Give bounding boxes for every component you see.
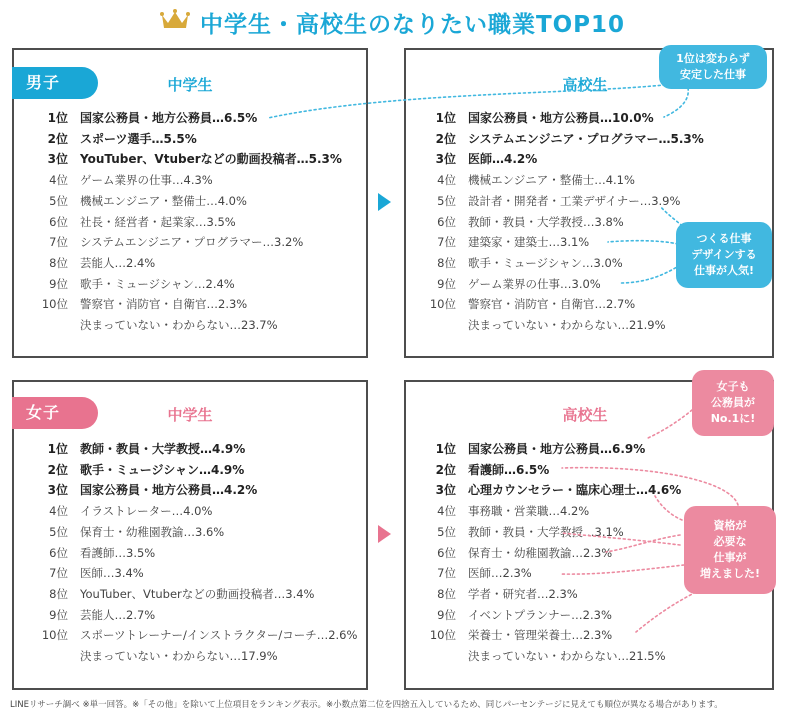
occupation-text: 医師…2.3% [468, 566, 532, 581]
rank-label: 1位 [47, 442, 68, 456]
occupation-text: 医師…3.4% [80, 566, 144, 581]
rank-label: 7位 [49, 235, 68, 250]
rank-label: 3位 [435, 152, 456, 167]
rank-label: 5位 [437, 524, 456, 539]
rank-label: 9位 [437, 276, 456, 291]
occupation-text: 決まっていない・わからない…23.7% [80, 318, 278, 332]
girls-callout-line-3 [655, 496, 682, 520]
occupation-text: 国家公務員・地方公務員…6.5% [80, 111, 258, 125]
rank-label: 2位 [47, 131, 68, 146]
occupation-text: 決まっていない・わからない…17.9% [80, 649, 278, 663]
occupation-text: スポーツ選手…5.5% [80, 131, 197, 146]
girls-callout-line-7 [636, 590, 700, 632]
girls-callout-line-5 [562, 533, 680, 545]
rank-label: 6位 [437, 545, 456, 560]
rank-label: 7位 [49, 566, 68, 581]
footer-note: LINEリサーチ調べ ※単一回答。※「その他」を除いて上位項目をランキング表示。※小数点第二位を四捨五入しているため、同じパーセンテージに見えても順位が異なる場合があります。 [10, 700, 723, 710]
girls-bubble-1: 女子も 公務員が No.1に! [692, 370, 774, 436]
occupation-text: 国家公務員・地方公務員…6.9% [468, 442, 646, 456]
rank-label: 10位 [41, 297, 68, 312]
girls-bubble-2: 資格が 必要な 仕事が 増えました! [684, 506, 776, 594]
rank-label: 4位 [49, 504, 68, 519]
rank-label: 5位 [49, 193, 68, 208]
girls-callout-line-1 [648, 410, 692, 438]
occupation-text: 教師・教員・大学教授…3.1% [468, 524, 624, 539]
occupation-text: システムエンジニア・プログラマー…3.2% [80, 235, 304, 250]
boys-callout-line-5 [620, 265, 680, 283]
occupation-text: 国家公務員・地方公務員…10.0% [468, 111, 654, 125]
rank-label: 9位 [437, 607, 456, 622]
occupation-text: ゲーム業界の仕事…3.0% [468, 276, 601, 291]
occupation-text: 教師・教員・大学教授…4.9% [80, 442, 246, 456]
rank-label: 6位 [49, 545, 68, 560]
occupation-text: 事務職・営業職…4.2% [468, 504, 590, 519]
occupation-text: 歌手・ミュージシャン…4.9% [80, 462, 245, 477]
rank-label: 1位 [435, 442, 456, 456]
occupation-text: YouTuber、Vtuberなどの動画投稿者…3.4% [80, 586, 315, 601]
occupation-text: 警察官・消防官・自衛官…2.7% [468, 297, 636, 312]
rank-label: 3位 [435, 483, 456, 498]
occupation-text: 保育士・幼稚園教諭…2.3% [468, 545, 613, 560]
rank-label: 1位 [47, 111, 68, 125]
girls-high-heading: 高校生 [562, 406, 608, 424]
rank-label: 5位 [437, 193, 456, 208]
occupation-text: 決まっていない・わからない…21.9% [468, 318, 666, 332]
rank-label: 10位 [41, 628, 68, 643]
boys-middle-heading: 中学生 [167, 76, 213, 94]
rank-label: 8位 [437, 586, 456, 601]
boys-tag: 男子 [12, 67, 98, 99]
title-text: 中学生・高校生のなりたい職業TOP10 [199, 12, 626, 38]
occupation-text: 決まっていない・わからない…21.5% [468, 649, 666, 663]
rank-label: 3位 [47, 152, 68, 167]
boys-callout-line-2 [664, 88, 688, 117]
occupation-text: 栄養士・管理栄養士…2.3% [468, 628, 613, 643]
rank-label: 7位 [437, 235, 456, 250]
occupation-text: 教師・教員・大学教授…3.8% [468, 214, 624, 229]
occupation-text: 歌手・ミュージシャン…2.4% [80, 276, 235, 291]
occupation-text: 社長・経営者・起業家…3.5% [80, 214, 236, 229]
rank-label: 2位 [435, 462, 456, 477]
occupation-text: 歌手・ミュージシャン…3.0% [468, 255, 623, 270]
occupation-text: 警察官・消防官・自衛官…2.3% [80, 297, 248, 312]
occupation-text: 医師…4.2% [468, 152, 538, 167]
rank-label: 5位 [49, 524, 68, 539]
boys-callout-line-1 [268, 82, 690, 118]
rank-label: 7位 [437, 566, 456, 581]
boys-bubble-1: 1位は変わらず 安定した仕事 [659, 45, 767, 89]
occupation-text: 設計者・開発者・工業デザイナー…3.9% [468, 193, 681, 208]
rank-label: 2位 [435, 131, 456, 146]
rank-label: 9位 [49, 607, 68, 622]
occupation-text: イベントプランナー…2.3% [468, 607, 612, 622]
occupation-text: YouTuber、Vtuberなどの動画投稿者…5.3% [80, 152, 342, 167]
rank-label: 8位 [49, 255, 68, 270]
occupation-text: ゲーム業界の仕事…4.3% [80, 173, 213, 188]
rank-label: 9位 [49, 276, 68, 291]
boys-high-heading: 高校生 [562, 76, 608, 94]
rank-label: 6位 [49, 214, 68, 229]
girls-middle-heading: 中学生 [167, 406, 213, 424]
rank-label: 2位 [47, 462, 68, 477]
rank-label: 6位 [437, 214, 456, 229]
occupation-text: システムエンジニア・プログラマー…5.3% [468, 131, 704, 146]
occupation-text: 看護師…6.5% [468, 462, 550, 477]
occupation-text: 保育士・幼稚園教諭…3.6% [80, 524, 225, 539]
boys-bubble-2: つくる仕事 デザインする 仕事が人気! [676, 222, 772, 288]
occupation-text: イラストレーター…4.0% [80, 504, 213, 519]
occupation-text: 看護師…3.5% [80, 545, 156, 560]
occupation-text: 機械エンジニア・整備士…4.0% [80, 193, 247, 208]
rank-label: 4位 [437, 504, 456, 519]
girls-tag: 女子 [12, 397, 98, 429]
occupation-text: 芸能人…2.4% [80, 255, 156, 270]
rank-label: 3位 [47, 483, 68, 498]
rank-label: 10位 [429, 297, 456, 312]
rank-label: 8位 [49, 586, 68, 601]
girls-callout-line-6 [560, 565, 684, 574]
occupation-text: 学者・研究者…2.3% [468, 586, 578, 601]
occupation-text: 国家公務員・地方公務員…4.2% [80, 483, 258, 498]
rank-label: 4位 [437, 173, 456, 188]
occupation-text: 機械エンジニア・整備士…4.1% [468, 173, 635, 188]
occupation-text: 心理カウンセラー・臨床心理士…4.6% [468, 483, 682, 498]
occupation-text: 芸能人…2.7% [80, 607, 156, 622]
rank-label: 10位 [429, 628, 456, 643]
rank-label: 8位 [437, 255, 456, 270]
rank-label: 1位 [435, 111, 456, 125]
occupation-text: 建築家・建築士…3.1% [468, 235, 590, 250]
girls-callout-line-2 [562, 468, 738, 505]
occupation-text: スポーツトレーナー/インストラクター/コーチ…2.6% [80, 628, 358, 643]
boys-callout-line-4 [608, 241, 678, 244]
rank-label: 4位 [49, 173, 68, 188]
